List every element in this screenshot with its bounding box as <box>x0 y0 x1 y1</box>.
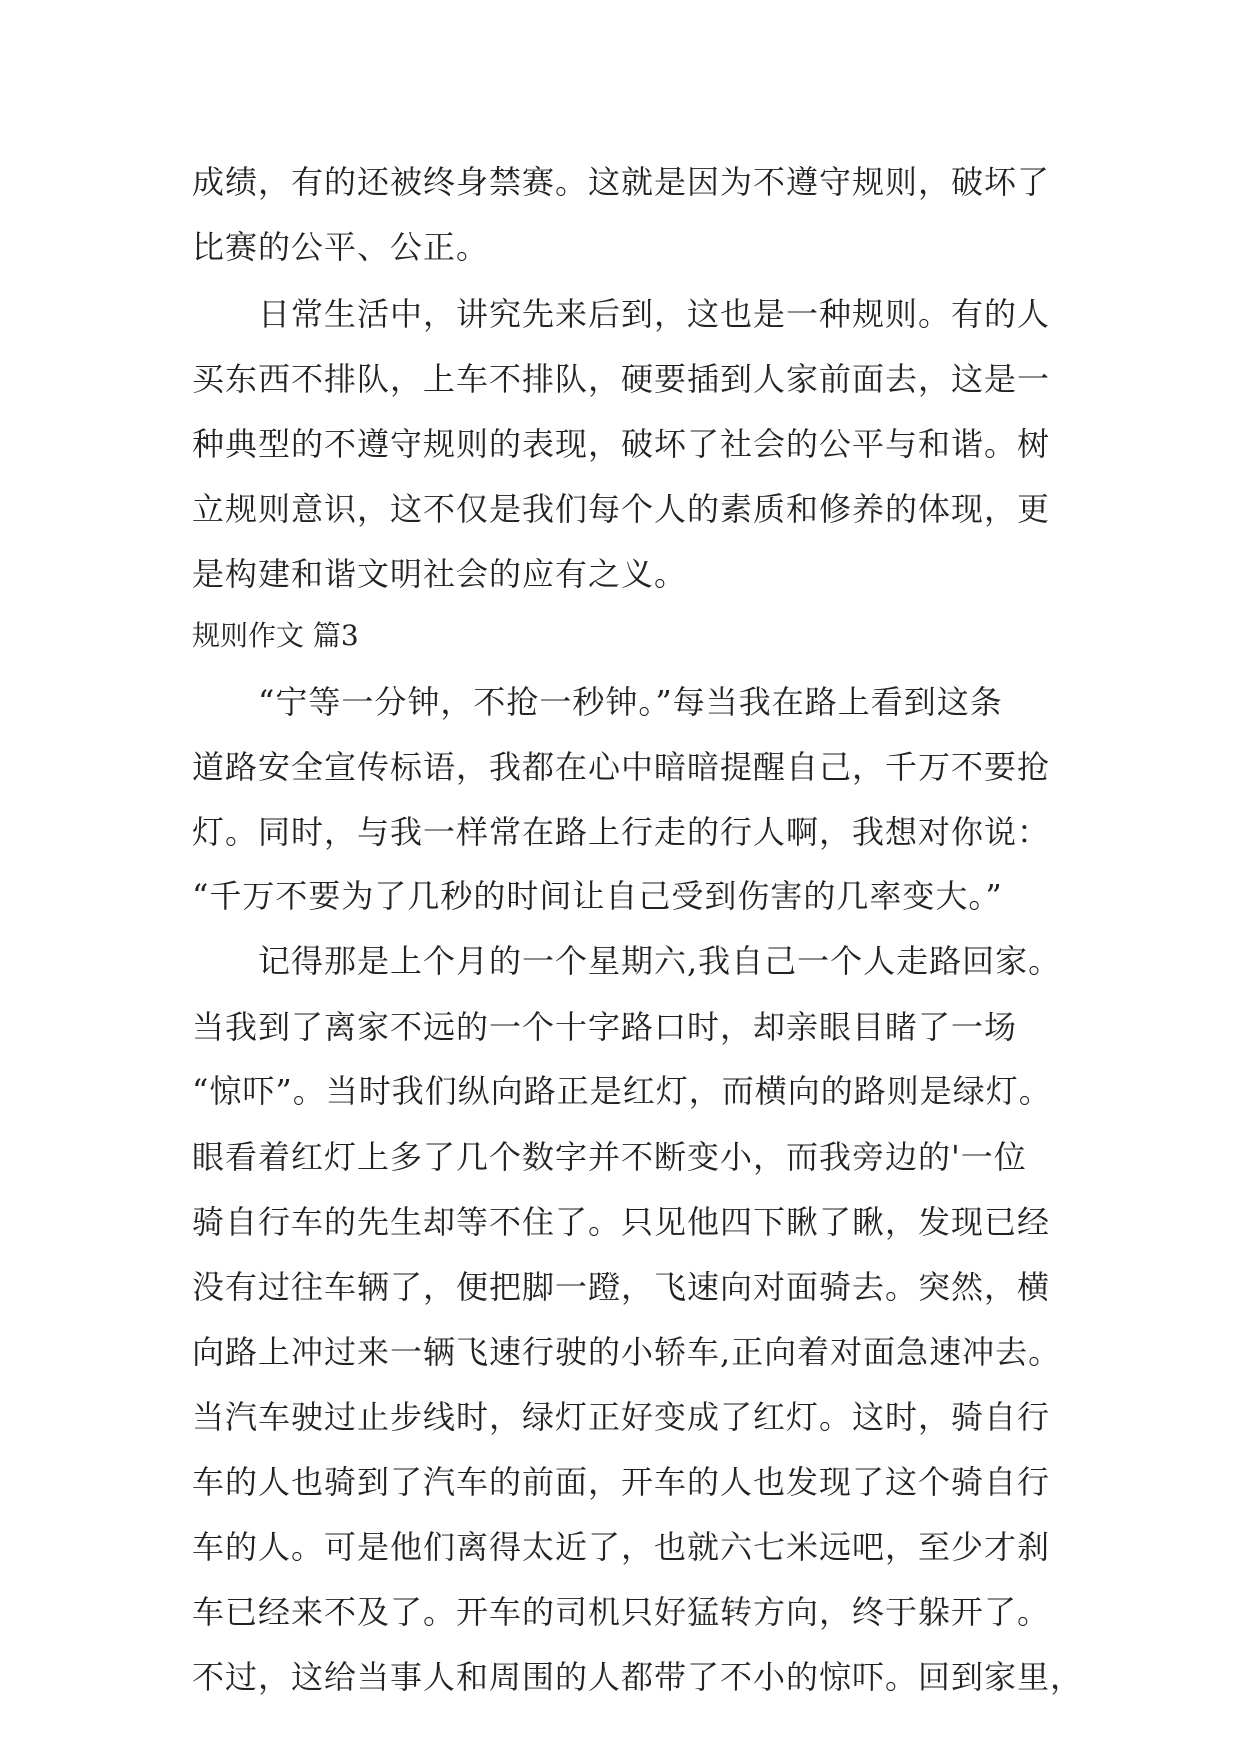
paragraph-4-line-5: 骑自行车的先生却等不住了。只见他四下瞅了瞅，发现已经 <box>192 1203 1051 1241</box>
paragraph-4-line-9: 车的人也骑到了汽车的前面，开车的人也发现了这个骑自行 <box>192 1463 1051 1501</box>
paragraph-4-line-8: 当汽车驶过止步线时，绿灯正好变成了红灯。这时，骑自行 <box>192 1398 1051 1436</box>
paragraph-4-line-11: 车已经来不及了。开车的司机只好猛转方向，终于躲开了。 <box>192 1593 1051 1631</box>
paragraph-1-line-2: 比赛的公平、公正。 <box>192 228 490 266</box>
paragraph-4-line-10: 车的人。可是他们离得太近了，也就六七米远吧，至少才刹 <box>192 1528 1051 1566</box>
paragraph-3-line-3: 灯。同时，与我一样常在路上行走的行人啊，我想对你说： <box>192 813 1051 851</box>
paragraph-2-line-1: 日常生活中，讲究先来后到，这也是一种规则。有的人 <box>258 295 1051 333</box>
paragraph-3-line-2: 道路安全宣传标语，我都在心中暗暗提醒自己，千万不要抢 <box>192 748 1051 786</box>
paragraph-2-line-3: 种典型的不遵守规则的表现，破坏了社会的公平与和谐。树 <box>192 425 1051 463</box>
section-heading: 规则作文 篇3 <box>192 619 359 652</box>
paragraph-4-line-6: 没有过往车辆了，便把脚一蹬，飞速向对面骑去。突然，横 <box>192 1268 1051 1306</box>
paragraph-1-line-1: 成绩，有的还被终身禁赛。这就是因为不遵守规则，破坏了 <box>192 163 1051 201</box>
paragraph-4-line-2: 当我到了离家不远的一个十字路口时，却亲眼目睹了一场 <box>192 1008 1018 1046</box>
paragraph-4-line-3: “惊吓”。当时我们纵向路正是红灯，而横向的路则是绿灯。 <box>192 1072 1052 1110</box>
paragraph-4-line-4: 眼看着红灯上多了几个数字并不断变小，而我旁边的'一位 <box>192 1138 1027 1176</box>
paragraph-4-line-1: 记得那是上个月的一个星期六,我自己一个人走路回家。 <box>258 942 1062 980</box>
paragraph-2-line-5: 是构建和谐文明社会的应有之义。 <box>192 555 688 593</box>
paragraph-4-line-7: 向路上冲过来一辆飞速行驶的小轿车,正向着对面急速冲去。 <box>192 1333 1062 1371</box>
paragraph-4-line-12: 不过，这给当事人和周围的人都带了不小的惊吓。回到家里， <box>192 1658 1084 1696</box>
paragraph-2-line-2: 买东西不排队，上车不排队，硬要插到人家前面去，这是一 <box>192 360 1051 398</box>
paragraph-2-line-4: 立规则意识，这不仅是我们每个人的素质和修养的体现，更 <box>192 490 1051 528</box>
paragraph-3-line-4: “千万不要为了几秒的时间让自己受到伤害的几率变大。” <box>192 877 1003 915</box>
paragraph-3-line-1: “宁等一分钟，不抢一秒钟。”每当我在路上看到这条 <box>258 683 1003 721</box>
